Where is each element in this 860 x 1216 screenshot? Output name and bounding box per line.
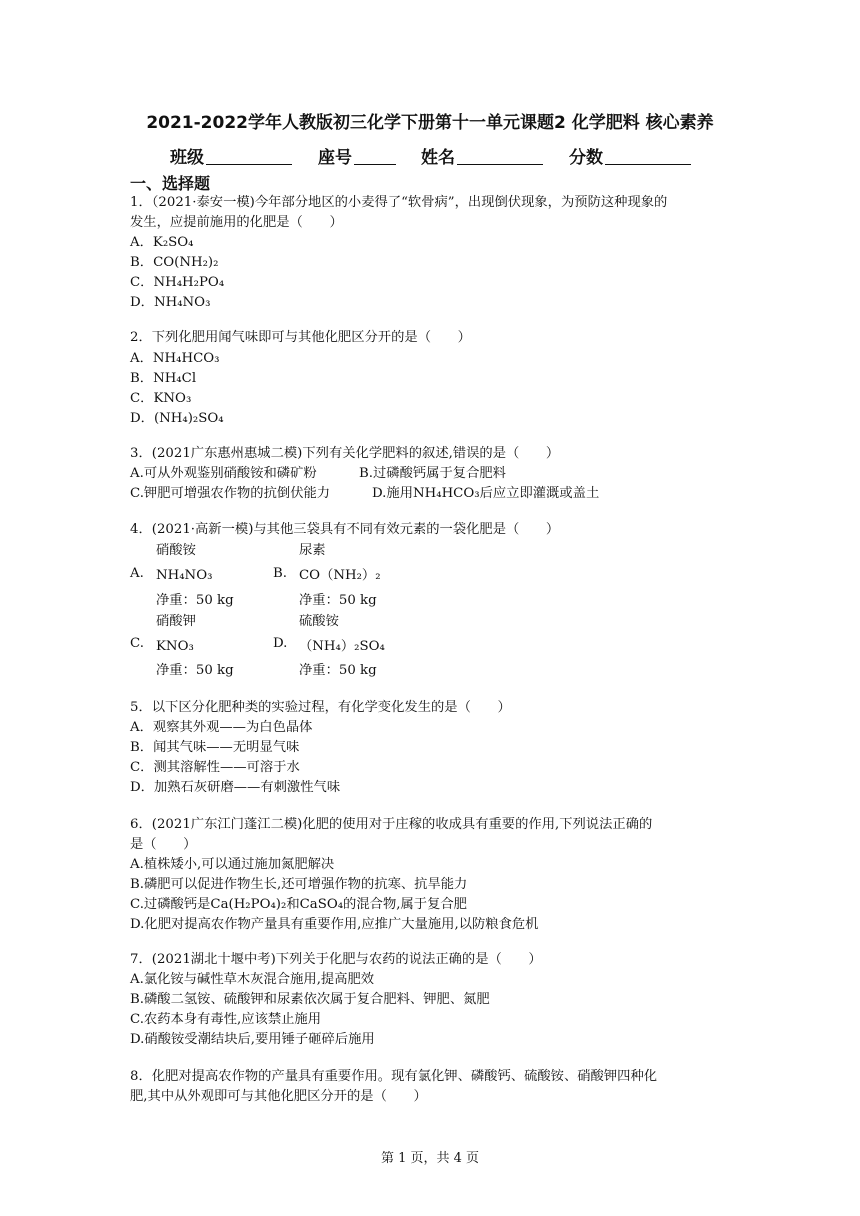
score-label: 分数 [569,148,603,168]
q4-d-label: D. [273,636,288,651]
q2-option-c: C．KNO₃ [130,391,192,406]
q1-option-a: A．K₂SO₄ [130,235,194,250]
q3-option-d: D.施用NH₄HCO₃后应立即灌溉或盖土 [372,486,600,501]
q5-option-b: B．闻其气味——无明显气味 [130,740,300,755]
q8-stem-line2: 肥,其中从外观即可与其他化肥区分开的是（ ） [130,1089,427,1104]
class-field [170,143,292,168]
q2-option-a: A．NH₄HCO₃ [130,351,220,366]
q4-d-name: 硫酸铵 [299,614,339,629]
q1-stem-line1: 1．（2021·泰安一模)今年部分地区的小麦得了“软骨病”，出现倒伏现象，为预防这种现象的 [130,195,668,210]
q4-d-formula: （NH₄）₂SO₄ [299,639,385,654]
q5-stem: 5．以下区分化肥种类的实验过程，有化学变化发生的是（ ） [130,700,511,715]
q1-option-c: C．NH₄H₂PO₄ [130,275,225,290]
q4-b-name: 尿素 [299,543,326,558]
q7-option-b: B.磷酸二氢铵、硫酸钾和尿素依次属于复合肥料、钾肥、氮肥 [130,992,490,1007]
q4-b-formula: CO（NH₂）₂ [299,568,381,583]
q4-a-formula: NH₄NO₃ [156,568,213,583]
q1-option-d: D．NH₄NO₃ [130,295,211,310]
q5-option-d: D．加熟石灰研磨——有刺激性气味 [130,780,341,795]
class-blank [206,148,292,165]
q7-option-d: D.硝酸铵受潮结块后,要用锤子砸碎后施用 [130,1032,375,1047]
seat-label: 座号 [318,148,352,168]
q1-option-b: B．CO(NH₂)₂ [130,255,219,270]
q6-option-b: B.磷肥可以促进作物生长,还可增强作物的抗寒、抗旱能力 [130,877,468,892]
q8-stem-line1: 8．化肥对提高农作物的产量具有重要作用。现有氯化钾、磷酸钙、硫酸铵、硝酸钾四种化 [130,1069,658,1084]
q3-option-a: A.可从外观鉴别硝酸铵和磷矿粉 [130,466,317,481]
seat-blank [354,148,396,165]
q3-option-b: B.过磷酸钙属于复合肥料 [359,466,506,481]
class-label: 班级 [170,148,204,168]
q5-option-a: A．观察其外观——为白色晶体 [130,720,313,735]
page-title: 2021-2022学年人教版初三化学下册第十一单元课题2 化学肥料 核心素养 [146,113,714,133]
page-footer: 第 1 页，共 4 页 [380,1151,480,1166]
score-blank [605,148,691,165]
name-label: 姓名 [421,148,455,168]
name-field [421,143,543,168]
q6-option-a: A.植株矮小,可以通过施加氮肥解决 [130,857,335,872]
q4-d-weight: 净重：50 kg [299,663,377,678]
q3-option-c: C.钾肥可增强农作物的抗倒伏能力 [130,486,331,501]
q4-c-label: C. [130,636,144,651]
q4-stem: 4．(2021·高新一模)与其他三袋具有不同有效元素的一袋化肥是（ ） [130,522,560,537]
q7-stem: 7．(2021湖北十堰中考)下列关于化肥与农药的说法正确的是（ ） [130,952,542,967]
q4-a-label: A. [130,566,144,581]
q4-a-weight: 净重：50 kg [156,593,234,608]
q7-option-c: C.农药本身有毒性,应该禁止施用 [130,1012,322,1027]
q3-stem: 3．(2021广东惠州惠城二模)下列有关化学肥料的叙述,错误的是（ ） [130,446,560,461]
q4-b-weight: 净重：50 kg [299,593,377,608]
q4-c-name: 硝酸钾 [156,614,196,629]
section-heading: 一、选择题 [130,174,211,193]
seat-field [318,143,396,168]
q6-option-c: C.过磷酸钙是Ca(H₂PO₄)₂和CaSO₄的混合物,属于复合肥 [130,897,467,912]
q6-stem-line2: 是（ ） [130,837,197,852]
q4-c-formula: KNO₃ [156,639,194,654]
q6-option-d: D.化肥对提高农作物产量具有重要作用,应推广大量施用,以防粮食危机 [130,917,539,932]
q1-stem-line2: 发生，应提前施用的化肥是（ ） [130,215,343,230]
q4-c-weight: 净重：50 kg [156,663,234,678]
q2-stem: 2．下列化肥用闻气味即可与其他化肥区分开的是（ ） [130,330,471,345]
q4-a-name: 硝酸铵 [156,543,196,558]
score-field [569,143,691,168]
q5-option-c: C．测其溶解性——可溶于水 [130,760,300,775]
q7-option-a: A.氯化铵与碱性草木灰混合施用,提高肥效 [130,972,375,987]
q6-stem-line1: 6．(2021广东江门蓬江二模)化肥的使用对于庄稼的收成具有重要的作用,下列说法正确的 [130,817,653,832]
q2-option-b: B．NH₄Cl [130,371,197,386]
q4-b-label: B. [273,566,287,581]
q2-option-d: D．(NH₄)₂SO₄ [130,411,224,426]
name-blank [457,148,543,165]
